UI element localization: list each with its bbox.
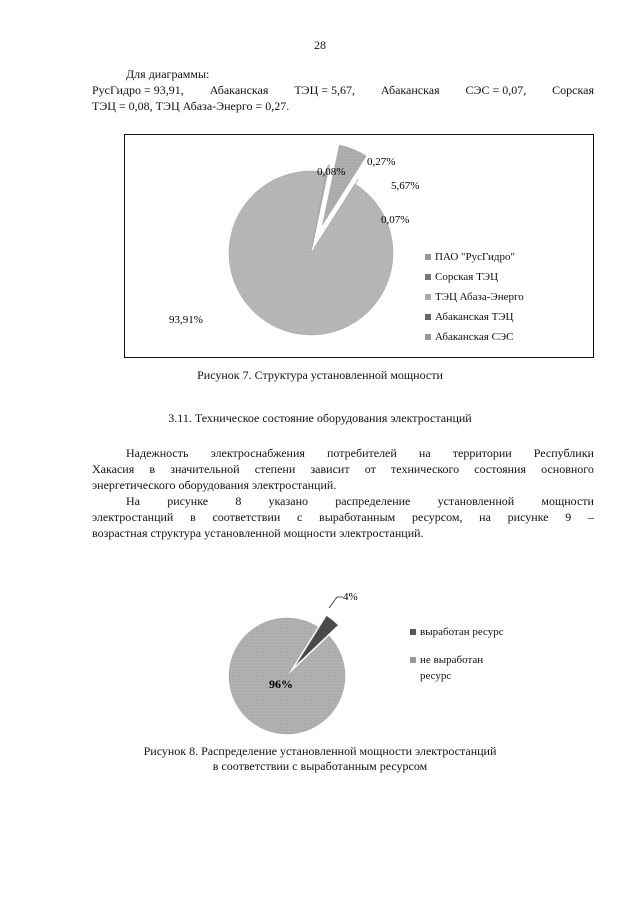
text-word: рисунке [507,510,549,524]
text-word: состояния [474,462,526,476]
legend-label-continued: ресурс [420,670,452,682]
legend-swatch [425,274,431,280]
text-word: на [479,510,491,524]
paragraph-2-line-3: возрастная структура установленной мощности электростанций. [92,526,424,540]
legend-item [425,247,524,267]
text-word: электроснабжения [210,446,305,460]
text-word: от [364,462,376,476]
text-word: выработанным [319,510,396,524]
text-word: на [418,446,431,460]
legend-label: не выработан [420,654,484,666]
intro-line-2 [92,82,594,98]
text-word: в [149,462,156,476]
legend-label: Абаканская ТЭЦ [435,311,514,323]
page-number: 28 [314,38,326,52]
text-word: На [126,494,140,508]
text-word: распределение [335,494,411,508]
text-word: значительной [170,462,240,476]
text-word: с [296,510,303,524]
paragraph-1-line-2 [92,461,594,477]
intro-word: Абаканская [209,83,269,97]
section-heading: 3.11. Техническое состояние оборудования электростанций [168,411,472,425]
text-word: ресурсом, [411,510,463,524]
figure-7-legend [425,247,524,347]
intro-line-3: ТЭЦ = 0,08, ТЭЦ Абаза-Энерго = 0,27. [92,99,290,113]
figure-8-caption-line-2: в соответствии с выработанным ресурсом [212,759,428,773]
text-word: в [190,510,196,524]
text-word: зависит [310,462,350,476]
text-word: электростанций [92,510,174,524]
legend-item [425,307,524,327]
text-word: 9 [565,510,572,524]
figure-8-pie-chart [205,588,405,748]
intro-word: Сорская [552,83,594,97]
legend-swatch [425,314,431,320]
figure-7-chart-frame [124,134,594,358]
text-word: Республики [533,446,594,460]
figure-7-pie-chart [125,135,595,359]
legend-label: выработан ресурс [420,626,504,638]
text-word: основного [541,462,594,476]
paragraph-2-line-2 [92,509,594,525]
figure-8-legend [410,624,504,684]
intro-word: РусГидро = 93,91, [92,83,184,97]
pie-data-label-rushydro: 93,91% [169,314,203,326]
text-word: Хакасия [92,462,135,476]
text-word: территории [452,446,512,460]
legend-item [425,327,524,347]
text-word: степени [254,462,296,476]
text-word: соответствии [212,510,281,524]
text-word: потребителей [326,446,397,460]
pie-data-label-sorskaya: 0,08% [317,166,346,178]
leader-line [329,597,343,608]
pie-data-label-worn: 4% [343,591,358,603]
paragraph-1-line-1 [126,445,594,461]
paragraph-2-line-1 [126,493,594,509]
legend-swatch [410,657,416,663]
intro-line-1: Для диаграммы: [126,67,210,81]
legend-label: Сорская ТЭЦ [435,271,499,283]
text-word: мощности [541,494,594,508]
legend-item-worn [410,624,504,640]
intro-word: СЭС = 0,07, [465,83,527,97]
text-word: установленной [437,494,515,508]
legend-item [425,267,524,287]
paragraph-1-line-3: энергетического оборудования электростанций. [92,478,337,492]
pie-slice-rushydro [229,171,393,335]
legend-item-not-worn [410,652,504,668]
pie-slice-not-worn [229,618,345,734]
pie-data-label-abaza: 0,27% [367,156,396,168]
legend-swatch [410,629,416,635]
figure-7-caption: Рисунок 7. Структура установленной мощности [197,368,443,382]
figure-8-caption-line-1: Рисунок 8. Распределение установленной мощности электростанций [143,744,497,758]
legend-swatch [425,294,431,300]
legend-label: ТЭЦ Абаза-Энерго [435,291,524,303]
pie-data-label-abakan-ses: 0,07% [381,214,410,226]
intro-word: ТЭЦ = 5,67, [294,83,355,97]
legend-swatch [425,334,431,340]
text-word: указано [268,494,308,508]
text-word: технического [391,462,460,476]
legend-item [425,287,524,307]
legend-label: ПАО "РусГидро" [435,251,515,263]
legend-swatch [425,254,431,260]
pie-data-label-not-worn: 96% [269,677,293,691]
legend-label: Абаканская СЭС [435,331,514,343]
text-word: 8 [235,494,242,508]
text-word: Надежность [126,446,189,460]
text-word: рисунке [167,494,209,508]
intro-word: Абаканская [380,83,440,97]
text-word: – [587,510,594,524]
pie-data-label-abakan-tec: 5,67% [391,180,420,192]
